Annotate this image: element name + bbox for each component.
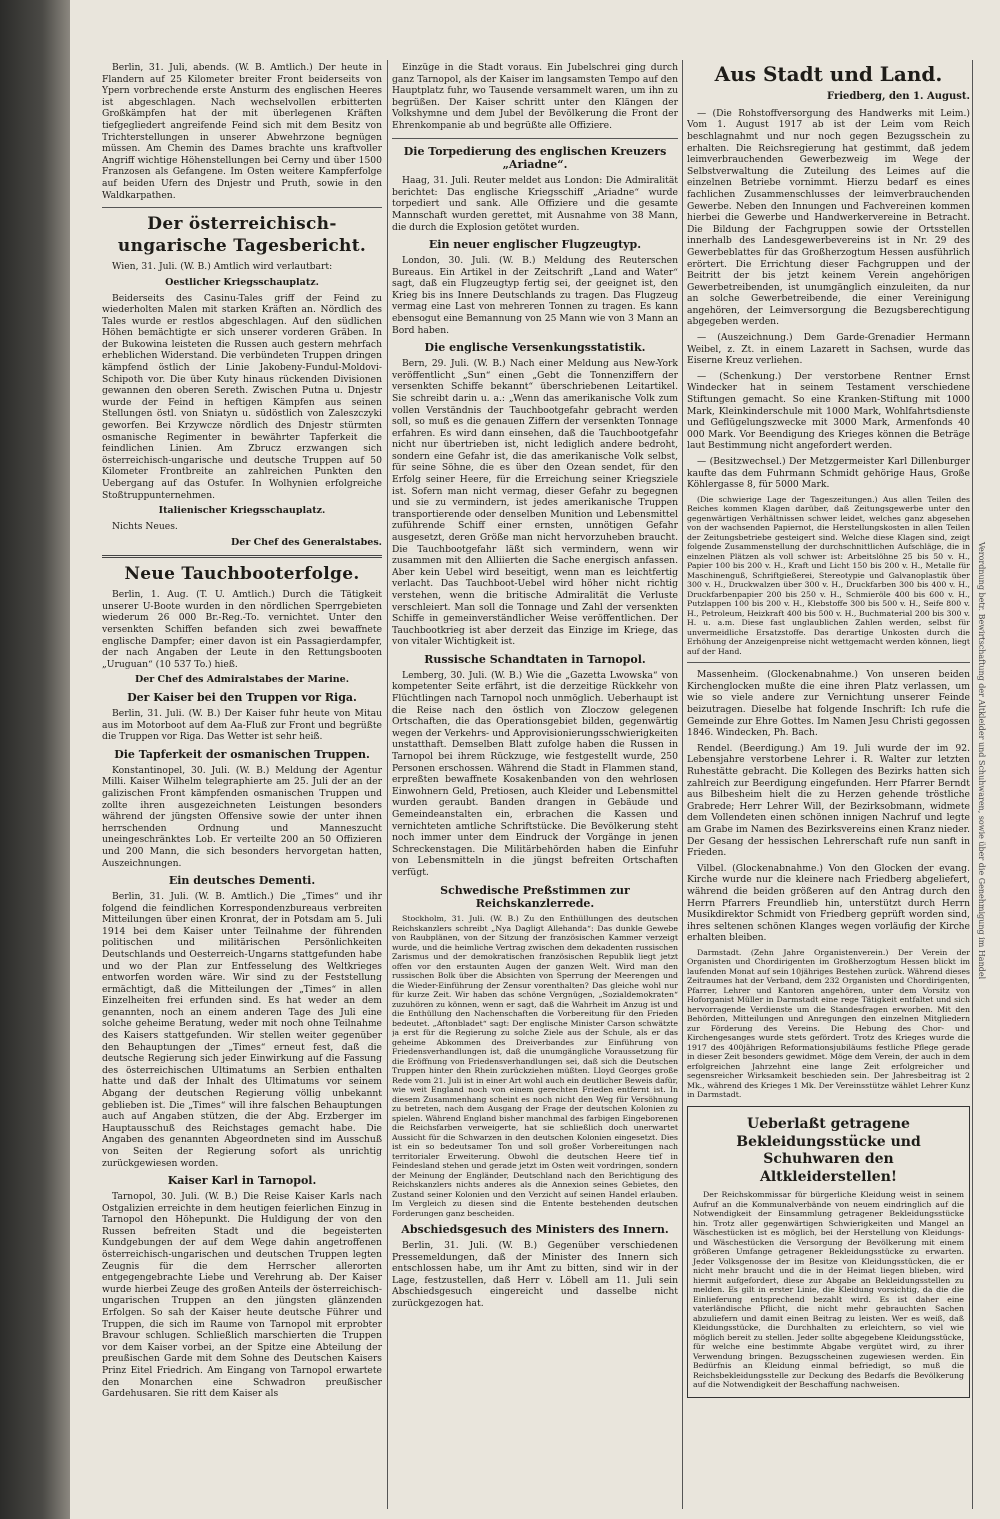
uboot-signature: Der Chef des Admiralstabes der Marine. (134, 674, 350, 686)
riga-article: Berlin, 31. Juli. (W. B.) Der Kaiser fuhr heute von Mitau aus im Motorboot auf dem Aa-Fluß zur Front und begrüßte die Truppen vor Riga. Das Wetter ist sehr heiß. (102, 708, 382, 743)
austria-subhead-italy: Italienischer Kriegsschauplatz. (158, 505, 326, 517)
newspaper-page (70, 0, 1000, 1519)
tarnopol-article: Tarnopol, 30. Juli. (W. B.) Die Reise Kaiser Karls nach Ostgalizien erreichte in dem heutigen feierlichen Einzug in Tarnopol den Höhepunkt. Die Huldigung der von den Russen befreiten Stadt und die begeisterten Kundgebungen der auf dem Wege dahin angetroffenen österreichisch-ungarischen und deutschen Truppen legten Zeugnis für die dem Herrscher allerorten entgegengebrachte Liebe und Verehrung ab. Der Kaiser wurde hierbei Zeuge des großen Anteils der österreichisch-ungarischen Truppen an den jüngsten glänzenden Erfolgen. So sah der Kaiser heute deutsche Führer und Truppen, die sich im Raume von Tarnopol mit erprobter Bravour schlugen. Schließlich marschierten die Truppen vor dem Kaiser vorbei, an der Spitze eine Abteilung der preußischen Garde mit dem Sohne des Deutschen Kaisers Prinz Eitel Friedrich. Am Eingang von Tarnopol erwartete den Monarchen eine Schwadron preußischer Gardehusaren. Sie ritt dem Kaiser als (102, 1191, 382, 1400)
rotated-fragment-text: Verordnung betr. Bewirtschaftung der Altkleider und Schuhwaren, sowie über die Genehmigung im Handel (977, 542, 986, 980)
russ-article: Lemberg, 30. Juli. (W. B.) Wie die „Gazetta Lwowska“ von kompetenter Seite erfährt, ist die derzeitige Rückkehr von Flüchtlingen nach Tarnopol noch unmöglich. Ueberhaupt ist die Reise nach den östlich von Zloczow gelegenen Ortschaften, die das Operationsgebiet bilden, gegenwärtig wegen der Verkehrs- und Approvisionierungsschwierigkeiten unstatthaft. Demselben Blatt zufolge haben die Russen in Tarnopol bei ihrem Rückzuge, wie festgestellt wurde, 250 Personen erschossen. Während die Stadt in Flammen stand, erpreßten bewaffnete Kosakenbanden von den wehrlosen Einwohnern Geld, Pretiosen, auch Kleider und Lebensmittel wurden geraubt. Banden drangen in Gebäude und Gemeindeanstalten ein, erbrachen die Kassen und vernichteten amtliche Schriftstücke. Die Bevölkerung steht noch immer unter dem Eindruck der Vorgänge in jenen Schreckenstagen. Die Militärbehörden haben die Einfuhr von Lebensmitteln in die jüngst befreiten Ortschaften verfügt. (392, 669, 678, 878)
column-rule (387, 60, 388, 1509)
versenkung-article: Bern, 29. Juli. (W. B.) Nach einer Meldung aus New-York veröffentlicht „Sun“ einen „Gebt die Tonnenziffern der versenkten Schiffe bekannt“ überschriebenen Leitartikel. Sie schreibt darin u. a.: „Wenn das amerikanische Volk zum vollen Verständnis der Tauchbootgefahr gebracht werden soll, so muß es die genauen Ziffern der versenkten Tonnage erfahren. Es wird dann einsehen, daß die Tauchbootgefahr nicht nur übertrieben ist, nicht lediglich andere bedroht, sondern eine Gefahr ist, die das amerikanische Volk selbst, für seine Söhne, die es über den Ozean sendet, für den Erfolg seiner Heere, für die Erreichung seiner Kriegsziele ist. Sofern man nicht vermag, dieser Gefahr zu begegnen und sie zu vermindern, ist jedes amerikanische Truppen transportierende oder denselben Munition und Lebensmittel zuführende Schiff einer ernsten, unnötigen Gefahr ausgesetzt, deren Größe man nicht hervorzuheben braucht. Die Tauchbootgefahr läßt sich vermindern, wenn wir zusammen mit den Alliierten die Sache energisch anfassen. Aber kein Uebel wird beseitigt, wenn man es leichtfertig verlacht. Das Tauchboot-Uebel wird höher nicht richtig verstehen, wenn die britische Admiralität die Verluste verschleiert. Man soll die Tonnage und Zahl der versenkten Schiffe in gemeinverständlicher Weise veröffentlichen. Der Tauchbootkrieg ist aber derzeit das Einzige im Kriege, das von vitaler Wichtigkeit ist. (392, 358, 678, 648)
column-2 (392, 62, 678, 1507)
auszeichnung-article: — (Auszeichnung.) Dem Garde-Grenadier Hermann Weibel, z. Zt. in einem Lazarett in Sachsen, wurde das Eiserne Kreuz verliehen. (687, 332, 970, 367)
divider (687, 662, 970, 663)
headline-tarnopol: Kaiser Karl in Tarnopol. (167, 1174, 317, 1188)
innern-article: Berlin, 31. Juli. (W. B.) Gegenüber verschiedenen Pressemeldungen, daß der Minister des Innern sich entschlossen habe, um ihr Amt zu bitten, sind wir in der Lage, festzustellen, daß Herr v. Löbell am 11. Juli sein Abschiedsgesuch eingereicht und dasselbe nicht zurückgezogen hat. (392, 1240, 678, 1310)
headline-riga: Der Kaiser bei den Truppen vor Riga. (127, 691, 357, 705)
besitzwechsel-article: — (Besitzwechsel.) Der Metzgermeister Karl Dillenburger kaufte das dem Fuhrmann Schmidt gehörige Haus, Große Köhlergasse 8, für 5000 Mark. (687, 456, 970, 491)
ariadne-article: Haag, 31. Juli. Reuter meldet aus London: Die Admiralität berichtet: Das englische Kriegsschiff „Ariadne“ wurde torpediert und sank. Alle Offiziere und die gesamte Mannschaft wurden gerettet, mit Ausnahme von 38 Mann, die durch die Explosion getötet wurden. (392, 175, 678, 233)
osman-article: Konstantinopel, 30. Juli. (W. B.) Meldung der Agentur Milli. Kaiser Wilhelm telegraphierte am 25. Juli der an der galizischen Front kämpfenden osmanischen Truppen und zollte ihren ausgezeichneten Leistungen besonders während der jüngsten Offensive sowie der unter ihnen herrschenden Ordnung und Manneszucht uneingeschränktes Lob. Er verteilte 200 an 50 Offizieren und 200 Mann, die sich besonders hervorgetan hatten, Auszeichnungen. (102, 764, 382, 869)
war-report-intro: Berlin, 31. Juli, abends. (W. B. Amtlich.) Der heute in Flandern auf 25 Kilometer breiter Front beiderseits von Ypern vorbrechende erste Ansturm des englischen Heeres ist abgeschlagen. Nach wechselvollen erbitterten Großkämpfen hat der mit überlegenen Kräften tiefgegliedert angreifende Feind sich mit dem Besitz von Trichterstellungen in unserer Abwehrzone begnügen müssen. Am Chemin des Dames brachte uns kraftvoller Angriff wichtige Höhenstellungen bei Cerny und über 1500 Franzosen als Gefangene. Im Osten weitere Kampferfolge auf beiden Ufern des Dnjestr und Pruth, sowie in den Waldkarpathen. (102, 62, 382, 201)
tarnopol-continued: Einzüge in die Stadt voraus. Ein Jubelschrei ging durch ganz Tarnopol, als der Kaiser im langsamsten Tempo auf den Hauptplatz fuhr, wo Tausende versammelt waren, um ihn zu begrüßen. Der Kaiser schritt unter den Klängen der Volkshymne und dem Jubel der Bevölkerung die Front der Ehrenkompanie ab und begrüßte alle Offiziere. (392, 62, 678, 131)
column-4-fragment (974, 62, 1000, 1507)
rendel-article: Rendel. (Beerdigung.) Am 19. Juli wurde der im 92. Lebensjahre verstorbene Lehrer i. R. Walter zur letzten Ruhestätte gebracht. Die Kollegen des Bezirks hatten sich zahlreich zur Beerdigung eingefunden. Herr Pfarrer Berndt aus Bilbesheim hielt die zu Herzen gehende tröstliche Grabrede; Herr Lehrer Will, der Bezirksobmann, widmete dem Vollendeten einen schönen innigen Nachruf und legte am Grabe im Namen des Bezirksvereins einen Kranz nieder. Der Gesang der hessischen Lehrerschaft rufe nun sanft in Frieden. (687, 742, 970, 859)
zeitungen-article: (Die schwierige Lage der Tageszeitungen.) Aus allen Teilen des Reiches kommen Klagen darüber, daß Zeitungsgewerbe unter den gegenwärtigen Verhältnissen schwer leidet, welches ganz abgesehen von der wachsenden Papiernot, die Herstellungskosten in allen Teilen der Zeitungsbetriebe gesteigert sind. Welche diese Klagen sind, zeigt folgende Zusammenstellung der durchschnittlichen Aufschläge, die in einzelnen Plätzen als voll schwer ist: Arbeitslöhne 25 bis 50 v. H., Papier 100 bis 200 v. H., Kraft und Licht 150 bis 200 v. H., Metalle für Maschinenguß, Schriftgießerei, Stereotypie und Galvanoplastik über 300 v. H., Druckwalzen über 300 v. H., Druckfarben 300 bis 400 v. H., Druckfarbenpapier 200 bis 250 v. H., Schmieröle 400 bis 600 v. H., Putzlappen 100 bis 200 v. H., Klebstoffe 300 bis 500 v. H., Seife 800 v. H., Petroleum, Heizkraft 400 bis 500 v. H., Buchmaterial 200 bis 300 v. H. u. a.m. Diese fast unglaublichen Zahlen werden, selbst für unvermeidliche Ersatzstoffe. Das derartige Unkosten durch die Erhöhung der Anzeigenpreise nicht wettgemacht werden können, liegt auf der Hand. (687, 494, 970, 656)
uboot-article: Berlin, 1. Aug. (T. U. Amtlich.) Durch die Tätigkeit unserer U-Boote wurden in den nördlichen Sperrgebieten wiederum 26 000 Br.-Reg.-To. vernichtet. Unter den versenkten Schiffen befanden sich zwei bewaffnete englische Dampfer; einer davon ist ein Passagierdampfer, der nach Angaben der Leute in den Rettungsbooten „Uruguan“ (10 537 To.) hieß. (102, 589, 382, 670)
column-1 (102, 62, 382, 1507)
headline-osman: Die Tapferkeit der osmanischen Truppen. (114, 747, 370, 761)
darmstadt-article: Darmstadt. (Zehn Jahre Organistenverein.) Der Verein der Organisten und Chordirigenten im Großherzogtum Hessen blickt im laufenden Monat auf sein 10jähriges Bestehen zurück. Während dieses Zeitraumes hat der Verband, dem 232 Organisten und Chordirigenten, Pfarrer, Lehrer und Kantoren angehören, unter dem Vorsitz von Hoforganist Müller in Darmstadt eine rege Tätigkeit entfaltet und sich hervorragende Verdienste um die Standesfragen erworben. Mit den Behörden, Mitteilungen und Anregungen den einzelnen Mitgliedern zur Förderung des Vereins. Die Hebung des Chor- und Kirchengesanges wurde stets gefördert. Trotz des Krieges wurde die 1917 des 400jährigen Reformationsjubiläums festliche Pflege gerade in dieser Zeit besonders gewidmet. Möge dem Verein, der auch in dem erfolgreichen Jahrzehnt eine lange Zeit erfolgreicher und segensreicher Wirksamkeit beschieden sein. Der Jahresbeitrag ist 2 Mk., während des Krieges 1 Mk. Der Vereinsstütze wählet Lehrer Kunz in Darmstadt. (687, 947, 970, 1100)
austria-subhead-east: Oestlicher Kriegsschauplatz. (165, 276, 319, 288)
altkleider-text: Der Reichskommissar für bürgerliche Kleidung weist in seinem Aufruf an die Kommunalverbände von neuem eindringlich auf die Notwendigkeit der Einsammlung getragener Bekleidungsstücke hin. Trotz aller gegenwärtigen Schwierigkeiten und Mangel an Wäschestücken ist es möglich, bei der Herstellung von Kleidungs- und Wäschestücken die Versorgung der Bevölkerung mit einem größeren Umfange getragener Bekleidungsstücke zu erwarten. Jeder Volksgenosse der im Besitze von Kleidungsstücken, die er nicht mehr braucht und die in der Heimat liegen blieben, wird hiermit aufgefordert, diese zur Abgabe an Bekleidungsstellen zu melden. Es gilt in erster Linie, die Kleidung vorsichtig, da die die Einlieferung entsprechend bezahlt wird. Es ist daher eine vaterländische Pflicht, die nicht mehr gebrauchten Sachen abzuliefern und damit einen Beitrag zu leisten. Wer es weiß, daß Kleidungsstücke, die Durchhalten zu erleichtern, so viel wie möglich bereit zu stellen. Jeder sollte abgegebene Kleidungsstücke, für welche eine bestimmte Abgabe vergütet wird, zu ihrer Verwendung bringen. Bezugsscheinen zugewiesen werden. Ein Bedürfnis an Kleidung einmal befriedigt, so muß die Reichsbekleidungsstelle zur Deckung des Bedarfs die Bevölkerung auf die Notwendigkeit der Beschaffung nachweisen. (693, 1190, 964, 1390)
column-3 (687, 62, 970, 1507)
schwed-article: Stockholm, 31. Juli. (W. B.) Zu den Enthüllungen des deutschen Reichskanzlers schreibt „Nya Dagligt Allehanda“: Das dunkle Gewebe von Raubplänen, von der Sitzung der französischen Kammer verzeigt wurde, und die heimliche Vertrag zwischen dem dekadenten russischen Zarismus und der demokratischen französischen Republik liegt jetzt offen vor den erstaunten Augen der ganzen Welt. Wird man den russischen Bolk über die Absichten von Sperrung der Meerengen und die Wieder-Einführung der Zensur vorenthalten? Das gleiche wohl nur für kurze Zeit. Wir haben das schöne Vergnügen, „Sozialdemokraten“ zuzuhören zu können, wenn er sagt, daß die Wahrheit im Anzug ist und die Enthüllung den Nachenschaften die Vorbereitung für den Frieden bedeutet. „Aftonbladet“ sagt: Der englische Minister Carson schwätzte ja erst für die Regierung zu solche Ziele aus der Schule, als er das geheime Abkommen des Dreiverbandes zur Einführung von Friedensverhandlungen ist, daß die unumgängliche Voraussetzung für die Eröffnung von Friedensverhandlungen sei, daß sich die Deutschen Truppen hinter den Rhein zurückziehen müßten. Lloyd Georges große Rede vom 21. Juli ist in einer Art wohl auch ein deutlicher Beweis dafür, wie weit England noch von einem gerechten Frieden entfernt ist. In diesem Zusammenhang scheint es noch nicht den Weg für Versöhnung zu betreten, nach dem Ausgang der Frage der deutschen Kolonien zu spielen. Während England bisher manchmal des farbigen Eingeborenen die Reichsfarben verweigerte, hat sie schließlich doch unerwartet Aussicht für die Schwarzen in den deutschen Kolonien eingesetzt. Dies ist ein so bedeutsamer Ton und soll großer Vorbereitungen nach territorialer Erweiterung. Obwohl die deutschen Heere tief in Feindesland stehen und gerade jetzt im Osten weit vordringen, sondern der Meinung der Engländer, Deutschland nach den Berichtigung des Reichskanzlers nichts anderes als die Annexion seines Gebietes, den Zustand seiner Kolonien und den Verzicht auf seinen Handel erlauben. Im Vergleich zu diesen sind die Entente bestehenden deutschen Forderungen ganz bescheiden. (392, 914, 678, 1218)
headline-uboot: Neue Tauchbooterfolge. (124, 563, 360, 584)
column-rule (972, 60, 973, 1509)
austria-signature: Der Chef des Generalstabes. (231, 536, 382, 548)
austria-dateline: Wien, 31. Juli. (W. B.) Amtlich wird verlautbart: (112, 260, 333, 272)
headline-schwed-presse: Schwedische Preßstimmen zur Reichskanzlerrede. (440, 883, 630, 911)
headline-flugzeug: Ein neuer englischer Flugzeugtyp. (428, 238, 642, 252)
italy-article: Nichts Neues. (112, 521, 178, 533)
dementi-article: Berlin, 31. Juli. (W. B. Amtlich.) Die „Times“ und ihr folgend die feindlichen Korrespondenzbureaus verbreiten Mitteilungen über einen Kronrat, der in Potsdam am 5. Juli 1914 bei dem Kaiser unter Teilnahme der führenden politischen und militärischen Persönlichkeiten Deutschlands und Oesterreich-Ungarns stattgefunden habe und wo der Plan zur Entfesselung des Weltkrieges entworfen worden wäre. Wir sind zu der Feststellung ermächtigt, daß die Mitteilungen der „Times“ in allen Einzelheiten frei erfunden sind. Es hat weder an dem genannten, noch an einem anderen Tage des Juli eine solche geheime Beratung, weder mit noch ohne Teilnahme des Kaisers stattgefunden. Wir stellen weiter gegenüber den Behauptungen der „Times“ erneut fest, daß die deutsche Regierung sich jeder Einwirkung auf die Fassung des österreichischen Ultimatums an Serbien enthalten hatte und daß der Inhalt des Ultimatums vor seinem Abgang der deutschen Regierung völlig unbekannt geblieben ist. Die „Times“ will ihre falschen Behauptungen auch auf Angaben stützen, die der Abg. Erzberger im Hauptausschuß des Reichstages gemacht habe. Die Angaben des genannten Abgeordneten sind im Ausschuß von Seiten der Regierung sofort als unrichtig zurückgewiesen worden. (102, 890, 382, 1169)
headline-minister-innern: Abschiedsgesuch des Ministers des Innern. (401, 1223, 669, 1237)
headline-austria-report: Der österreichisch-ungarische Tagesbericht. (117, 214, 367, 256)
headline-dementi: Ein deutsches Dementi. (168, 874, 316, 888)
headline-ariadne: Die Torpedierung des englischen Kreuzers „Ariadne“. (403, 144, 667, 172)
headline-stadt-land: Aus Stadt und Land. (714, 62, 943, 86)
divider (392, 138, 678, 139)
altkleider-notice (687, 1106, 970, 1398)
austria-article: Beiderseits des Casinu-Tales griff der Feind zu wiederholten Malen mit starken Kräften an. Nördlich des Tales wurde er restlos abgeschlagen. Auf den südlichen Höhen bemächtigte er sich unserer vorderen Gräben. In der Bukowina leisteten die Russen auch gestern mehrfach erheblichen Widerstand. Die verbündeten Truppen dringen kämpfend östlich der Linie Jakobeny-Fundul-Moldovi-Schipoth vor. Die über Kuty hinaus rückenden Divisionen gewannen den oberen Sereth. Zwischen Putna u. Dnjestr wurde der Feind in heftigen Kämpfen aus seinen Stellungen östl. von Sniatyn u. südöstlich von Zaleszczyki geworfen. Bei Krzywcze nördlich des Dnjestr stürmten osmanische Regimenter in bewährter Tapferkeit die feindlichen Linien. Am Zbrucz erzwangen sich österreichisch-ungarische und deutsche Truppen auf 50 Kilometer Frontbreite an zahlreichen Punkten den Uebergang auf das Ostufer. In Wolhynien erfolgreiche Stoßtruppunternehmen. (102, 292, 382, 501)
headline-versenkung: Die englische Versenkungsstatistik. (424, 341, 646, 355)
divider (102, 207, 382, 208)
schenkung-article: — (Schenkung.) Der verstorbene Rentner Ernst Windecker hat in seinem Testament verschiedene Stiftungen gemacht. So eine Kranken-Stiftung mit 1000 Mark, Kleinkinderschule mit 1000 Mark, Wohlfahrtsdienste und Geflügelungszwecke mit 3000 Mark, Armenfonds 40 000 Mark. Vor Beendigung des Krieges können die Beträge laut Bestimmung nicht angefordert werden. (687, 370, 970, 452)
headline-altkleider: Ueberlaßt getragene Bekleidungsstücke und Schuhwaren den Altkleiderstellen! (736, 1115, 921, 1185)
divider (102, 555, 382, 558)
vilbel-article: Vilbel. (Glockenabnahme.) Von den Glocken der evang. Kirche wurde nur die kleinere nach Friedberg abgeliefert, während die beiden größeren auf den Antrag durch den Herrn Pfarrers Freundlieb hin, unterstützt durch Herrn Musikdirektor Schmidt von Friedberg geprüft worden sind, ihres seltenen schönen Klanges wegen vorläufig der Kirche erhalten bleiben. (687, 862, 970, 944)
flugzeug-article: London, 30. Juli. (W. B.) Meldung des Reuterschen Bureaus. Ein Artikel in der Zeitschrift „Land and Water“ sagt, daß ein Flugzeugtyp fertig sei, der geeignet ist, den Krieg bis ins Innere Deutschlands zu tragen. Das Flugzeug vermag eine Last von mehreren Tonnen zu tragen. Es kann ebensogut eine Bemannung von 25 Mann wie von 3 Mann an Bord haben. (392, 255, 678, 336)
binding-shadow (0, 0, 70, 1519)
column-rule (682, 60, 683, 1509)
rohstoff-article: — (Die Rohstoffversorgung des Handwerks mit Leim.) Vom 1. August 1917 ab ist der Leim vom Reich beschlagnahmt und nur noch gegen Bezugsschein zu erhalten. Die Reichsregierung hat gestimmt, daß jedem leimverbrauchenden Gewerbezweig im Wege der Selbstverwaltung die Zuteilung des Leimes auf die einzelnen Betriebe vornimmt. Hierzu bedarf es eines fachlichen Zusammenschlusses der leimverbrauchenden Gewerbe. Neben den Innungen und Fachvereinen kommen hierbei die Gewerbe und Handwerkervereine in Betracht. Die Bildung der Fachgruppen sowie der Ortsstellen innerhalb des Landesgewerbevereins ist in Nr. 29 des Gewerbeblattes für das Großherzogtum Hessen ausführlich erörtert. Die Errichtung dieser Fachgruppen und der Beitritt der bis jetzt keinem Verein angehörigen Gewerbetreibenden, ist unumgänglich einzuleiten, da nur an solche Gewerbetreibende, die einer Vereinigung angehören, der Leimversorgung die Bezugsberechtigung abgegeben werden. (687, 107, 970, 328)
headline-russ-schandtaten: Russische Schandtaten in Tarnopol. (424, 652, 646, 666)
local-dateline: Friedberg, den 1. August. (827, 91, 970, 103)
massenheim-article: Massenheim. (Glockenabnahme.) Von unseren beiden Kirchenglocken mußte die eine ihren Platz verlassen, um wie so viele andere zur Vernichtung unserer Feinde beizutragen. Dieselbe hat folgende Inschrift: Ich rufe die Gemeinde zur Ehre Gottes. Im Namen Jesu Christi gegossen 1846. Windecken, Ph. Bach. (687, 669, 970, 739)
